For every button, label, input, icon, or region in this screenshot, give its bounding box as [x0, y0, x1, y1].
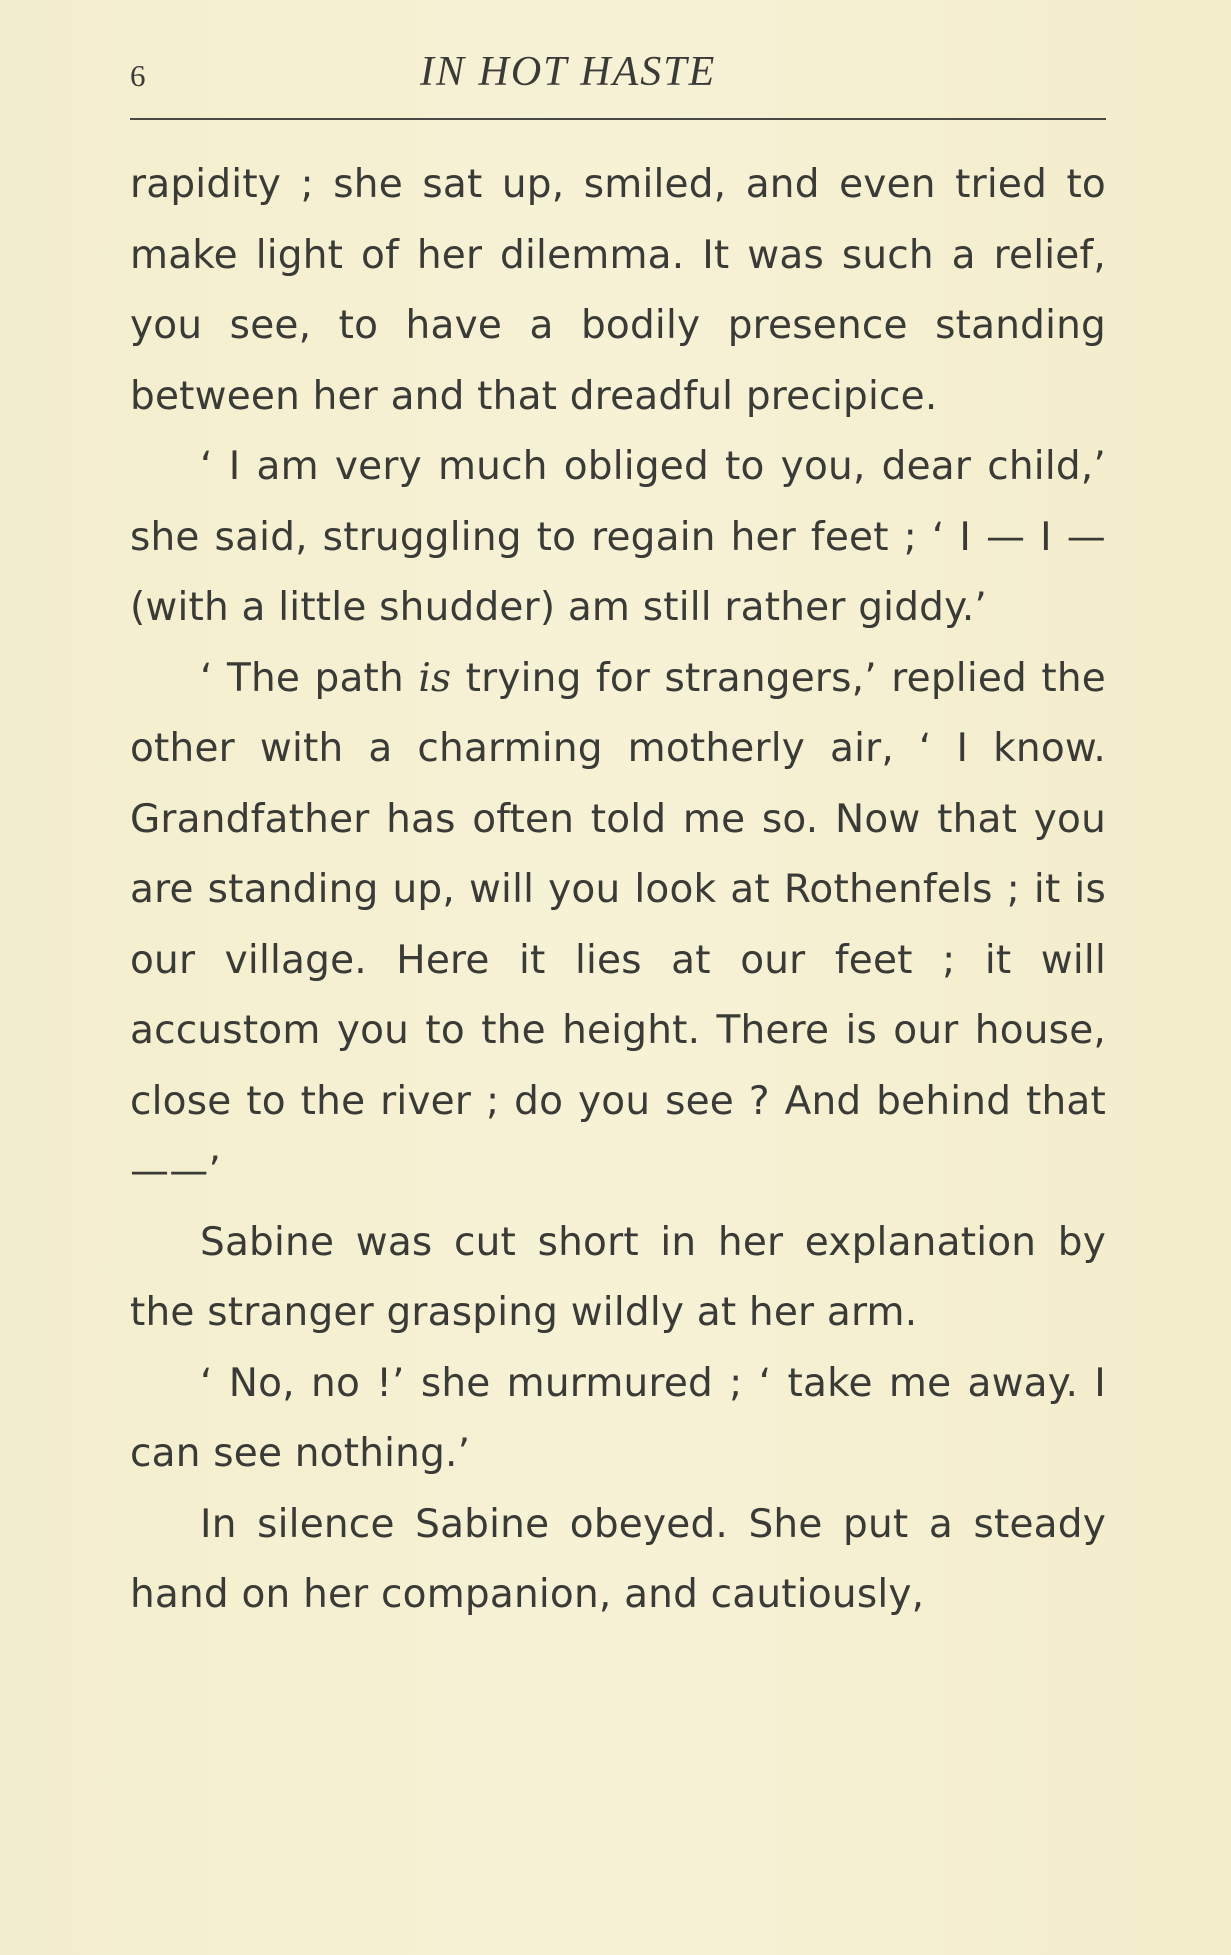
header-rule: [130, 118, 1106, 120]
running-head: [130, 42, 1106, 102]
page-number: 6: [130, 58, 146, 93]
paragraph-3-text-end: trying for strangers,’ replied the other with a charming motherly air, ‘ I know. Grandfather has often told me so. Now that you are standing up, will you look at Rothenfels ; it is our village. Here it lies at our feet ; it will accustom you to the height. There is our house, close to the river ; do you see ? And behind that——’: [130, 655, 1106, 1194]
paragraph-3: [130, 644, 1106, 1208]
paragraph-5: [130, 1349, 1106, 1490]
paragraph-1-text: rapidity ; she sat up, smiled, and even tried to make light of her dilemma. It was such a relief, you see, to have a bodily presence standing between her and that dreadful precipice.: [130, 162, 1106, 419]
paragraph-5-text: ‘ No, no !’ she murmured ; ‘ take me away. I can see nothing.’: [130, 1360, 1106, 1476]
paragraph-2: [130, 432, 1106, 644]
body-text: [130, 150, 1106, 1631]
paragraph-3-text-start: ‘ The path: [200, 655, 419, 701]
paragraph-4: [130, 1208, 1106, 1349]
paragraph-2-text: ‘ I am very much obliged to you, dear child,’ she said, struggling to regain her feet ; ‘ I — I — (with a little shudder) am still rather giddy.’: [130, 444, 1106, 630]
running-title: IN HOT HASTE: [420, 49, 717, 95]
paragraph-6: [130, 1490, 1106, 1631]
paragraph-4-text: Sabine was cut short in her explanation by the stranger grasping wildly at her arm.: [130, 1219, 1106, 1335]
italic-emphasis: is: [418, 655, 452, 701]
paragraph-6-text: In silence Sabine obeyed. She put a steady hand on her companion, and cautiously,: [130, 1501, 1106, 1617]
paragraph-1: [130, 150, 1106, 432]
